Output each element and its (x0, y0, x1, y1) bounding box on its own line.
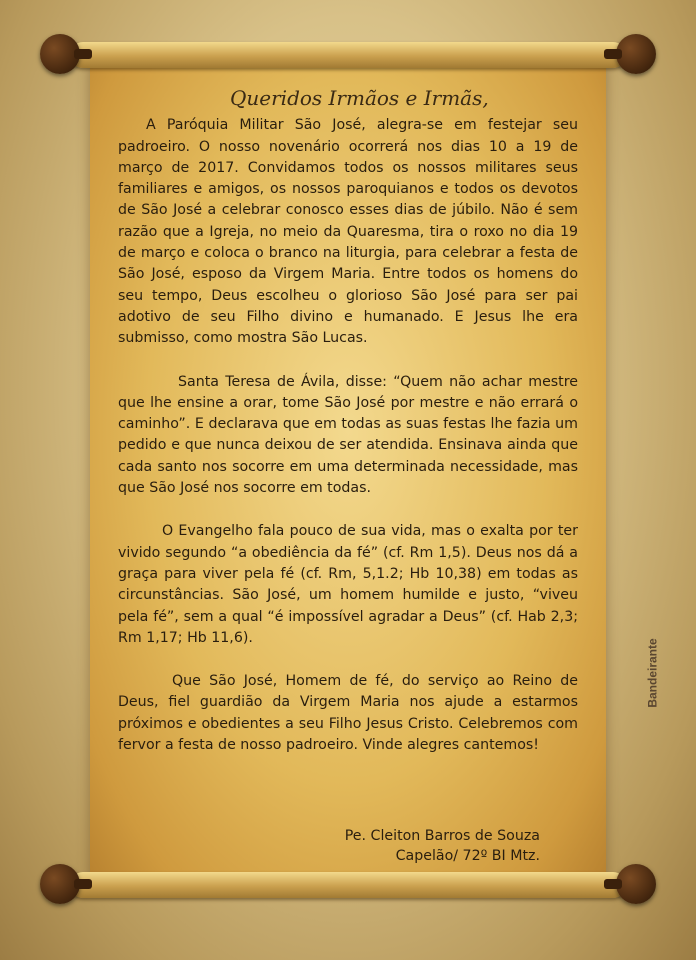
scroll-knob-top-right (616, 34, 656, 74)
scroll-knob-top-left (40, 34, 80, 74)
letter-paragraph: O Evangelho fala pouco de sua vida, mas o exalta por ter vivido segundo “a obediência da fé” (cf. Rm 1,5). Deus nos dá a graça para viver pela fé (cf. Rm, 5,1.2; Hb 10,38) em todas as circunstâncias. São José, um homem humilde e justo, “viveu pela fé”, sem a qual “é impossível agradar a Deus” (cf. Hab 2,3; Rm 1,17; Hb 11,6). (118, 523, 578, 646)
letter-greeting: Queridos Irmãos e Irmãs, (230, 86, 489, 110)
letter-paragraph: A Paróquia Militar São José, alegra-se em festejar seu padroeiro. O nosso novenário ocorrerá nos dias 10 a 19 de março de 2017. Convidamos todos os nossos militares seus familiares e amigos, os nossos paroquianos e todos os devotos de São José a celebrar conosco esses dias de júbilo. Não é sem razão que a Igreja, no meio da Quaresma, tira o roxo no dia 19 de março e coloca o branco na liturgia, para celebrar a festa de São José, esposo da Virgem Maria. Entre todos os homens do seu tempo, Deus escolheu o glorioso São José para ser pai adotivo de seu Filho divino e humanado. E Jesus lhe era submisso, como mostra São Lucas. (118, 117, 578, 347)
scroll-top-rod (70, 42, 626, 68)
signature-name: Pe. Cleiton Barros de Souza (344, 828, 540, 844)
letter-paragraph: Que São José, Homem de fé, do serviço ao Reino de Deus, fiel guardião da Virgem Maria nos ajude a estarmos próximos e obedientes a seu Filho Jesus Cristo. Celebremos com fervor a festa de nosso padroeiro. Vinde alegres cantemos! (118, 673, 578, 754)
printer-logo-text: Bandeirante (645, 638, 660, 708)
letter-body (118, 88, 578, 772)
letter-paragraph: Santa Teresa de Ávila, disse: “Quem não achar mestre que lhe ensine a orar, tome São José por mestre e não errará o caminho”. E declarava que em todas as suas festas lhe fazia um pedido e que nunca deixou de ser atendida. Ensinava ainda que cada santo nos socorre em uma determinada necessidade, mas que São José nos socorre em todas. (118, 373, 578, 497)
scroll-knob-bottom-right (616, 864, 656, 904)
scroll-knob-bottom-left (40, 864, 80, 904)
scroll-bottom-rod (70, 872, 626, 898)
printer-logo (640, 636, 680, 716)
signature-role: Capelão/ 72º BI Mtz. (395, 848, 540, 864)
